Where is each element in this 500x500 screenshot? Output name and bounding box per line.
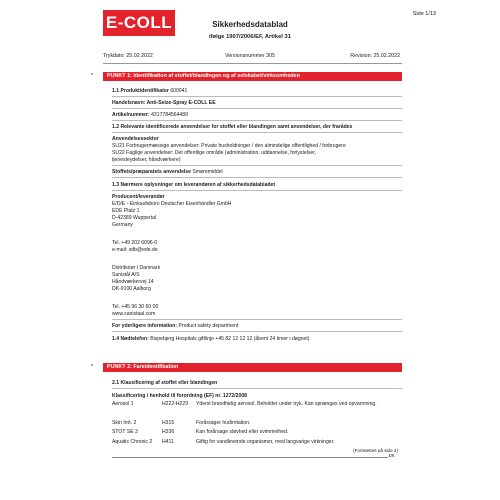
supplier-line: D-42389 Wuppertal xyxy=(112,215,157,221)
document-title: Sikkerhedsdatablad xyxy=(212,20,288,29)
distributor-line: DK-9100 Aalborg xyxy=(112,286,151,292)
section-1-heading xyxy=(91,72,402,81)
relevant-uses: 1.2 Relevante identificerede anvendelser for stoffet eller blandingen samt anvendelser, der frarådes xyxy=(112,124,353,130)
supplier-line: EDE Platz 1 xyxy=(112,208,140,214)
hazard-code: H336 xyxy=(162,429,175,435)
separator xyxy=(112,331,402,332)
hazard-code: H222-H229 xyxy=(162,401,189,407)
supplier-details-heading: 1.3 Nærmere oplysninger om leverandøren af sikkerhedsdatabladet xyxy=(112,182,276,188)
hazard-statement: Kan forårsage sløvhed eller svimmelhed. xyxy=(196,429,289,435)
distributor-line: Distributør i Danmark xyxy=(112,265,161,271)
article-number xyxy=(112,112,188,118)
version-number: Versionsnummer 305 xyxy=(224,53,276,59)
further-info-value: Product safety department xyxy=(178,323,239,329)
emergency-label: 1.4 Nødtelefon: xyxy=(112,336,149,342)
supplier-line: E/D/E - Einkaufsbüro Deutscher Eisenhändler GmbH xyxy=(112,201,232,207)
product-identifier xyxy=(112,88,187,94)
change-marker-icon: * xyxy=(91,364,93,370)
separator xyxy=(112,132,402,133)
footer-code: DK xyxy=(388,453,395,458)
hazard-statement: Forårsager hudirritation. xyxy=(196,420,251,426)
su22-line: SU22 Faglige anvendelser: Det offentlige område (administration, uddannelse, forlystelser, xyxy=(112,150,317,156)
hazard-class: STOT SE 3 xyxy=(112,429,138,435)
section-2-heading-text: PUNKT 2: Fareidentifikation xyxy=(107,364,179,370)
product-use-value: Smøremiddel xyxy=(192,169,223,175)
hazard-statement: Giftig for vandlevende organismer, med langvarige virkninger. xyxy=(196,439,335,445)
section-2-heading xyxy=(91,363,402,372)
separator xyxy=(112,108,402,109)
supplier-phone: Tel. +49 202 6096-0 xyxy=(112,240,158,246)
company-logo: E-COLL xyxy=(103,10,175,36)
document-subtitle: ifølge 1907/2006/EF, Artikel 31 xyxy=(209,34,291,40)
supplier-line: Germany xyxy=(112,222,133,228)
separator xyxy=(112,319,402,320)
further-info-label: For yderligere information: xyxy=(112,323,178,329)
footer-rule xyxy=(112,457,396,458)
supplier-email[interactable]: e-mail: sdb@ede.de xyxy=(112,247,158,253)
revision-date: Revision: 25.02.2022 xyxy=(350,53,400,59)
hazard-code: H315 xyxy=(162,420,175,426)
page-number: Side 1/13 xyxy=(412,11,436,17)
su22-line-cont: tjenesteydelser, håndværkere) xyxy=(112,157,181,163)
article-label: Artikelnummer: xyxy=(112,112,150,118)
emergency-value: Bispebjerg Hospitals giftlinje +45 82 12 12 12 (åbent 24 timer i døgnet) xyxy=(150,336,310,342)
header-rule xyxy=(103,63,402,64)
hazard-code: H411 xyxy=(162,439,174,445)
separator xyxy=(112,120,402,121)
classification-heading: 2.1 Klassificering af stoffet eller blandingen xyxy=(112,380,218,386)
distributor-line: Håndværkervej 14 xyxy=(112,279,154,285)
separator xyxy=(112,388,402,389)
separator xyxy=(112,165,402,166)
classification-regulation: Klassificering i henhold til forordning (EF) nr. 1272/2008 xyxy=(112,393,248,399)
change-marker-icon: * xyxy=(91,73,93,79)
supplier-label: Producent/leverandør xyxy=(112,194,165,200)
sector-label: Anvendelsessektor xyxy=(112,136,159,142)
further-info xyxy=(112,323,238,329)
hazard-statement: Yderst brandfarlig aerosol. Beholder under tryk. Kan sprænges ved opvarmning. xyxy=(196,401,377,407)
continued-note: (Fortsættes på side 2) xyxy=(353,448,398,453)
p11-label: 1.1 Produktidentifikator xyxy=(112,88,169,94)
hazard-class: Skin Irrit. 2 xyxy=(112,420,137,426)
separator xyxy=(112,96,402,97)
su21-line: SU21 Forbrugermæssige anvendelser: Private husholdninger / den almindelige offentlighed / forbrugere xyxy=(112,143,346,149)
trade-name: Handelsnavn: Anti-Seize-Spray E-COLL EE xyxy=(112,100,216,106)
distributor-line: Sanistål A/S xyxy=(112,272,140,278)
hazard-class: Aerosol 1 xyxy=(112,401,134,407)
product-use-label: Stoffets/præparatets anvendelse xyxy=(112,169,191,175)
separator xyxy=(112,190,402,191)
distributor-website[interactable]: www.sanistaal.com xyxy=(112,311,156,317)
section-1-heading-text: PUNKT 1: Identifikation af stoffet/blandingen og af selskabet/virksomheden xyxy=(107,73,300,79)
product-use xyxy=(112,169,223,175)
hazard-class: Aquatic Chronic 2 xyxy=(112,439,153,445)
separator xyxy=(112,177,402,178)
p11-value: 600041 xyxy=(170,88,188,94)
distributor-phone: Tel. +45 96 30 60 00 xyxy=(112,304,159,310)
article-value: 4317784564489 xyxy=(151,112,188,118)
emergency-phone xyxy=(112,336,310,342)
print-date: Trykdato: 25.02.2022 xyxy=(103,53,153,59)
